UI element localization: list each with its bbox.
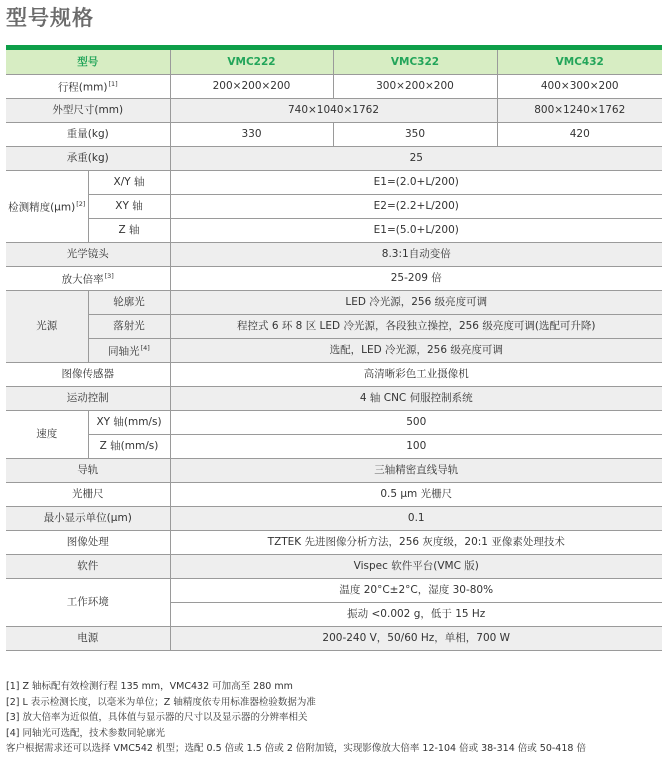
cell: 4 轴 CNC 伺服控制系统 xyxy=(170,387,662,411)
row-label-environment: 工作环境 xyxy=(6,579,170,627)
header-model-3: VMC432 xyxy=(497,50,662,75)
cell: LED 冷光源，256 级亮度可调 xyxy=(170,291,662,315)
table-row xyxy=(6,243,662,267)
table-row xyxy=(6,579,662,603)
table-row xyxy=(6,99,662,123)
sub-label: XY 轴(mm/s) xyxy=(88,411,170,435)
table-row xyxy=(6,291,662,315)
table-row xyxy=(6,339,662,363)
cell: 100 xyxy=(170,435,662,459)
table-row xyxy=(6,411,662,435)
sub-label: X/Y 轴 xyxy=(88,171,170,195)
spec-table xyxy=(6,50,662,651)
header-model-2: VMC322 xyxy=(333,50,497,75)
table-row xyxy=(6,483,662,507)
cell: E1=(5.0+L/200) xyxy=(170,219,662,243)
sub-label: Z 轴(mm/s) xyxy=(88,435,170,459)
row-label-min-unit: 最小显示单位(μm) xyxy=(6,507,170,531)
table-row xyxy=(6,435,662,459)
row-label-accuracy: 检测精度(μm)[2] xyxy=(6,171,88,243)
cell: 25-209 倍 xyxy=(170,267,662,291)
row-label-stroke: 行程(mm)[1] xyxy=(6,75,170,99)
cell: 420 xyxy=(497,123,662,147)
table-row xyxy=(6,147,662,171)
footnote: [1] Z 轴标配有效检测行程 135 mm，VMC432 可加高至 280 mm xyxy=(6,681,293,692)
table-row xyxy=(6,219,662,243)
table-row xyxy=(6,531,662,555)
footnote: [2] L 表示检测长度，以毫米为单位；Z 轴精度依专用标准器检验数据为准 xyxy=(6,696,316,708)
page-title: 型号规格 xyxy=(6,6,94,30)
row-label-outer-size: 外型尺寸(mm) xyxy=(6,99,170,123)
cell: 800×1240×1762 xyxy=(497,99,662,123)
header-model-1: VMC222 xyxy=(170,50,333,75)
footnote: 客户根据需求还可以选择 VMC542 机型；选配 0.5 倍或 1.5 倍或 2 倍附加镜，实现影像放大倍率 12-104 倍或 38-314 倍或 50-418 倍 xyxy=(6,743,586,754)
table-row xyxy=(6,387,662,411)
row-label-grating: 光栅尺 xyxy=(6,483,170,507)
cell: 8.3:1自动变倍 xyxy=(170,243,662,267)
cell: 740×1040×1762 xyxy=(170,99,497,123)
table-row xyxy=(6,507,662,531)
cell: 500 xyxy=(170,411,662,435)
cell: 振动 <0.002 g，低于 15 Hz xyxy=(170,603,662,627)
table-row xyxy=(6,627,662,651)
cell: 程控式 6 环 8 区 LED 冷光源，各段独立操控，256 级亮度可调(选配可升降) xyxy=(170,315,662,339)
cell: TZTEK 先进图像分析方法，256 灰度级，20:1 亚像素处理技术 xyxy=(170,531,662,555)
cell: 25 xyxy=(170,147,662,171)
row-label-motion: 运动控制 xyxy=(6,387,170,411)
row-label-load: 承重(kg) xyxy=(6,147,170,171)
cell: Vispec 软件平台(VMC 版) xyxy=(170,555,662,579)
table-row xyxy=(6,363,662,387)
row-label-magnification: 放大倍率[3] xyxy=(6,267,170,291)
table-row xyxy=(6,75,662,99)
sub-label: 落射光 xyxy=(88,315,170,339)
cell: 0.1 xyxy=(170,507,662,531)
cell: 200×200×200 xyxy=(170,75,333,99)
row-label-power: 电源 xyxy=(6,627,170,651)
row-label-weight: 重量(kg) xyxy=(6,123,170,147)
table-row xyxy=(6,171,662,195)
row-label-image-proc: 图像处理 xyxy=(6,531,170,555)
cell: 400×300×200 xyxy=(497,75,662,99)
row-label-sensor: 图像传感器 xyxy=(6,363,170,387)
footnote: [3] 放大倍率为近似值，具体值与显示器的尺寸以及显示器的分辨率相关 xyxy=(6,712,308,723)
row-label-guide: 导轨 xyxy=(6,459,170,483)
cell: 350 xyxy=(333,123,497,147)
table-row xyxy=(6,267,662,291)
cell: 选配，LED 冷光源，256 级亮度可调 xyxy=(170,339,662,363)
cell: 0.5 μm 光栅尺 xyxy=(170,483,662,507)
table-row xyxy=(6,195,662,219)
row-label-software: 软件 xyxy=(6,555,170,579)
cell: E1=(2.0+L/200) xyxy=(170,171,662,195)
row-label-lens: 光学镜头 xyxy=(6,243,170,267)
sub-label: XY 轴 xyxy=(88,195,170,219)
table-row xyxy=(6,555,662,579)
table-row xyxy=(6,123,662,147)
table-row xyxy=(6,459,662,483)
sub-label: 同轴光[4] xyxy=(88,339,170,363)
footnotes xyxy=(6,679,666,757)
cell: 330 xyxy=(170,123,333,147)
row-label-speed: 速度 xyxy=(6,411,88,459)
cell: 200-240 V，50/60 Hz，单相，700 W xyxy=(170,627,662,651)
cell: 300×200×200 xyxy=(333,75,497,99)
table-header-row xyxy=(6,50,662,75)
sub-label: Z 轴 xyxy=(88,219,170,243)
header-model-label: 型号 xyxy=(6,50,170,75)
row-label-light: 光源 xyxy=(6,291,88,363)
cell: 高清晰彩色工业摄像机 xyxy=(170,363,662,387)
cell: 三轴精密直线导轨 xyxy=(170,459,662,483)
cell: 温度 20°C±2°C，湿度 30-80% xyxy=(170,579,662,603)
table-row xyxy=(6,315,662,339)
sub-label: 轮廓光 xyxy=(88,291,170,315)
cell: E2=(2.2+L/200) xyxy=(170,195,662,219)
footnote: [4] 同轴光可选配，技术参数同轮廓光 xyxy=(6,727,165,739)
